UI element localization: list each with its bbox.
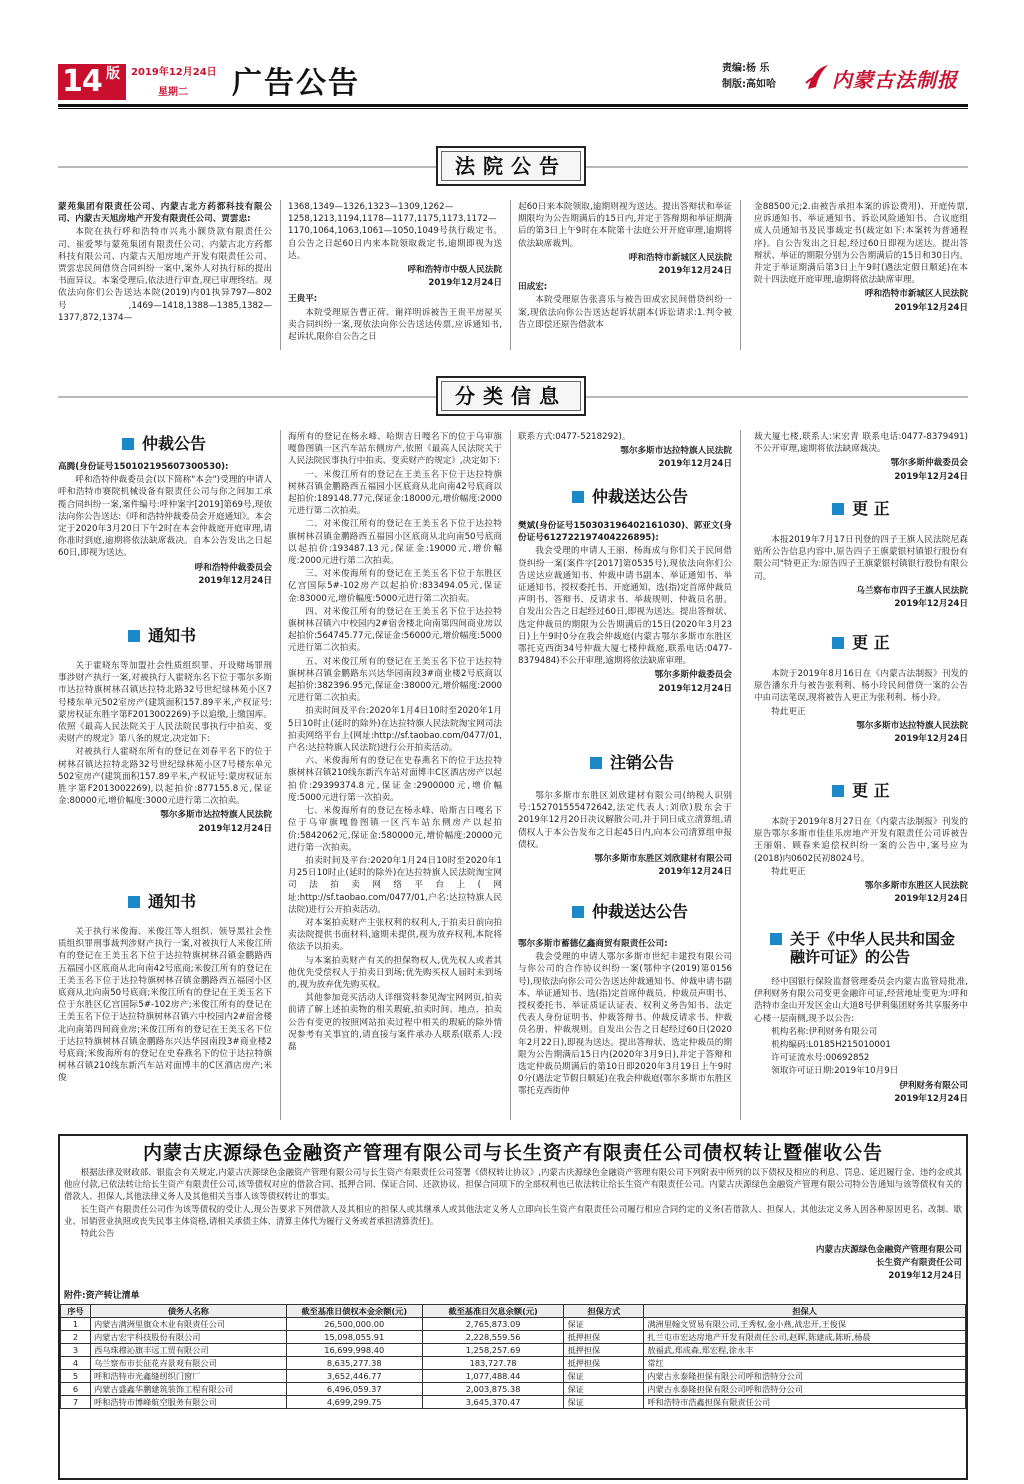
classified-banner-label: 分类信息 xyxy=(441,381,581,411)
masthead-rule xyxy=(58,104,968,107)
table-cell: 呼和浩特市浩鑫担保有限责任公司 xyxy=(644,1396,966,1409)
table-cell: 2,228,559.56 xyxy=(422,1331,564,1344)
financial-license-serial: 许可证流水号:00692852 xyxy=(771,1053,870,1064)
square-marker-icon xyxy=(832,503,844,515)
table-cell: 内蒙古永泰隆担保有限公司呼和浩特分公司 xyxy=(644,1370,966,1383)
table-cell: 183,727.78 xyxy=(422,1357,564,1370)
classified-column-4d xyxy=(754,816,968,906)
asset-transfer-table xyxy=(60,1304,966,1409)
classified-column-1a xyxy=(58,461,272,588)
table-cell: 内蒙古永泰隆担保有限公司呼和浩特分公司 xyxy=(644,1383,966,1396)
table-row xyxy=(61,1357,966,1370)
table-row xyxy=(61,1344,966,1357)
header-guarantee-type: 担保方式 xyxy=(564,1305,644,1318)
table-cell: 4 xyxy=(61,1357,91,1370)
table-cell: 4,699,299.75 xyxy=(286,1396,422,1409)
signature-date: 2019年12月24日 xyxy=(888,1270,962,1281)
debt-transfer-notice-title: 内蒙古庆源绿色金融资产管理有限公司与长生资产有限责任公司债权转让暨催收公告 xyxy=(142,1142,883,1164)
table-cell: 呼和浩特市光鑫缝纫织门窗厂 xyxy=(90,1370,286,1383)
correction-2-date: 2019年12月24日 xyxy=(894,734,968,745)
deregistration-body: 鄂尔多斯市东胜区刘欣建材有限公司(纳税人识别号:152701555472642,法定代表人:刘欣)股东会于2019年12月20日决议解散公司,并于同日成立清算组,请债权人于本公告发布之日起45日内,向本公司清算组申报债权。 xyxy=(518,791,732,850)
table-cell: 2 xyxy=(61,1331,91,1344)
signature-transferee: 长生资产有限责任公司 xyxy=(876,1257,962,1268)
table-row xyxy=(61,1396,966,1409)
court-column-1 xyxy=(58,201,272,325)
square-marker-icon xyxy=(770,933,782,945)
court-column-2 xyxy=(288,201,502,344)
newspaper-logo-icon xyxy=(804,63,830,93)
court-notice-2-body-cont: 起60日来本院领取,逾期则视为送达。提出答辩状和举证期限均为公告期满后的15日内,并定于答辩期和举证期满后的第3日上午9时在本院第十法庭公开开庭审理,逾期将依法缺席裁判。 xyxy=(518,202,732,249)
arbitration-service-2-lead: 鄂尔多斯市蓄德亿鑫商贸有限责任公司: xyxy=(518,939,668,949)
notification-heading-2: 通知书 xyxy=(128,891,196,914)
court-notice-1-signature: 呼和浩特市中级人民法院 xyxy=(407,265,502,276)
classified-column-4c xyxy=(754,668,968,746)
deregistration-heading: 注销公告 xyxy=(590,752,674,775)
classified-column-3b xyxy=(518,520,732,696)
attachment-label: 附件:资产转让清单 xyxy=(64,1291,140,1301)
correction-1-date: 2019年12月24日 xyxy=(894,599,968,610)
table-cell: 1,258,257.69 xyxy=(422,1344,564,1357)
arbitration-service-1-date: 2019年12月24日 xyxy=(658,683,732,694)
arbitration-notice-signature: 呼和浩特仲裁委员会 xyxy=(194,562,272,573)
arbitration-service-1-signature: 鄂尔多斯仲裁委员会 xyxy=(654,670,732,681)
table-cell: 抵押担保 xyxy=(564,1344,644,1357)
table-cell: 敖福武,郑成森,郑宏程,徐永丰 xyxy=(644,1344,966,1357)
deregistration-signature: 鄂尔多斯市东胜区刘欣建材有限公司 xyxy=(594,854,732,865)
table-row xyxy=(61,1370,966,1383)
arbitration-notice-lead: 高腾(身份证号150102195607300530): xyxy=(58,462,229,472)
table-cell: 6,496,059.37 xyxy=(286,1383,422,1396)
notification-2-body-cont: 海所有的登记在杨永峰、哈斯吉日嘎名下的位于乌审旗嘎鲁图镇一区汽车站东侧房产,依照《最高人民法院关于人民法院民事执行中拍卖、变卖财产的规定》,决定如下: xyxy=(288,432,502,467)
classified-banner xyxy=(436,376,586,416)
arbitration-notice-body: 呼和浩特仲裁委员会(以下简称"本会")受理的申请人呼和浩特市赛院机械设备有限责任公司与你之间加工承揽合同纠纷一案,案件编号:呼仲案字[2019]第69号,现依法向你公告送达:《呼和浩特仲裁委员会开庭通知》。本会定于2020年3月20日下午2时在本会仲裁庭开庭审理,请你准时到庭,逾期将依法缺席裁决。自本公告发出之日起60日,即视为送达。 xyxy=(58,475,272,559)
column-divider xyxy=(510,200,511,350)
court-notice-3-date: 2019年12月24日 xyxy=(894,302,968,313)
table-cell: 西乌珠穆沁旗丰远工贸有限公司 xyxy=(90,1344,286,1357)
table-cell: 7 xyxy=(61,1396,91,1409)
auction-item-4: 四、对米俊江所有的登记在王美玉名下位于达拉特旗树林召镇六中校园内2#宿舍楼北向南第四间商业房以起拍价:564745.77元,保证金:56000元,增价幅度:5000元进行第二次拍卖。 xyxy=(288,606,502,654)
table-cell: 16,699,998.40 xyxy=(286,1344,422,1357)
court-notice-banner xyxy=(436,146,586,186)
court-notice-banner-label: 法院公告 xyxy=(441,151,581,181)
arbitration-service-1-body: 我会受理的申请人王丽、杨海成与你们关于民间借贷纠纷一案(案件字[2017]第0535号),现依法向你们公告送达应裁通知书、仲裁申请书副本、举证通知书、举证通知书、授权委托书、开庭通知、选(指)定首席仲裁员声明书、答辩书、反请求书、举裁规则、仲裁员名册。自发出公告之日起经过60日,即视为送达。提出答辩状、选定仲裁员的期限为公告期满后的15日(2020年3月23日)上午9时0分在我会仲裁庭(内蒙古鄂尔多斯市东胜区鄂托克西街34号仲裁大厦七楼仲裁庭,联系电话:0477-8379484)不公开审理,逾期将依法缺席审理。 xyxy=(518,546,732,667)
auction-contact-cont: 联系方式:0477-5218292)。 xyxy=(518,432,631,442)
auction-para-2: 与本案拍卖财产有关的担保物权人,优先权人或者其他优先受偿权人于拍卖日到场;优先购买权人届时未到场的,视为放弃优先购买权。 xyxy=(288,955,502,990)
financial-license-code: 机构编码:L0185H215010001 xyxy=(771,1040,891,1051)
classified-column-3d xyxy=(518,938,732,1099)
header-debtor: 债务人名称 xyxy=(90,1305,286,1318)
producer-credit: 制版:高如哈 xyxy=(722,79,776,90)
correction-3-date: 2019年12月24日 xyxy=(894,894,968,905)
column-divider xyxy=(280,200,281,350)
arbitration-service-1-lead: 樊斌(身份证号150303196402161030)、郭亚文(身份证号612722197404226895): xyxy=(518,521,732,544)
correction-heading-1: 更 正 xyxy=(832,498,890,521)
financial-license-issue-date: 领取许可证日期:2019年10月9日 xyxy=(771,1066,899,1077)
page-number: 14 xyxy=(62,64,102,99)
arbitration-service-2-body-cont: 裁大厦七楼,联系人:宋宏青 联系电话:0477-8379491)不公开审理,逾期将依法缺席裁决。 xyxy=(754,432,968,455)
table-cell: 保证 xyxy=(564,1396,644,1409)
square-marker-icon xyxy=(832,785,844,797)
court-notice-2-lead: 王贵平: xyxy=(288,294,318,305)
court-notice-2-date: 2019年12月24日 xyxy=(658,266,732,277)
table-cell: 3,645,370.47 xyxy=(422,1396,564,1409)
notification-1-body-a: 关于霍晓东等加盟社会性质组织罪、开设赌场罪刑事涉财产执行一案,对被执行人霍晓东名下位于鄂尔多斯市达拉特旗树林召镇达拉特北路32号世纪绿林苑小区7号楼东单元502室房产(建筑面积157.89平米,产权证号:蒙房权证东胜字第F2013002269)予以追缴,上缴国库。依照《最高人民法院关于人民法院民事执行中拍卖、变卖财产的规定》第八条的规定,决定如下: xyxy=(58,661,272,745)
issue-date: 2019年12月24日 xyxy=(131,67,217,78)
table-header-row xyxy=(61,1305,966,1318)
classified-column-1c xyxy=(58,926,272,1086)
table-cell: 内蒙古盛鑫华鹏建筑装饰工程有限公司 xyxy=(90,1383,286,1396)
debt-transfer-signature xyxy=(816,1244,962,1283)
auction-item-2: 二、对米俊江所有的登记在王美玉名下位于达拉特旗树林召镇金鹏路西五福园小区底商从北向南50号底商以起拍价:193487.13元,保证金:19000元,增价幅度:2000元进行第二次拍卖。 xyxy=(288,519,502,567)
table-cell: 扎兰屯市宏达房地产开发有限责任公司,赵晖,陈建成,陈昕,杨晨 xyxy=(644,1331,966,1344)
column-divider xyxy=(510,430,511,1120)
classified-column-2 xyxy=(288,431,502,1054)
column-divider xyxy=(280,430,281,1120)
square-marker-icon xyxy=(128,896,140,908)
auction-item-3: 三、对米俊海所有的登记在王美玉名下位于东胜区亿宫国际5#-102房产以起拍价:833494.05元,保证金:83000元,增价幅度:5000元进行第二次拍卖。 xyxy=(288,569,502,604)
classified-column-3a xyxy=(518,431,732,472)
auction-signature: 鄂尔多斯市达拉特旗人民法院 xyxy=(620,446,732,457)
table-cell: 5 xyxy=(61,1370,91,1383)
correction-heading-2: 更 正 xyxy=(832,632,890,655)
editor-credit: 责编:杨 乐 xyxy=(722,63,770,74)
table-cell: 常红 xyxy=(644,1357,966,1370)
court-notice-1-lead: 蒙苑集团有限责任公司、内蒙古北方药都科技有限公司、内蒙古天旭房地产开发有限责任公司、贾雲忠: xyxy=(58,202,272,225)
masthead-rule-thin xyxy=(58,108,968,109)
table-row xyxy=(61,1383,966,1396)
court-notice-3-body: 本院受理原告张喜乐与被告田成宏民间借贷纠纷一案,现依法向你公告送达起诉状副本(诉讼请求:1.判令被告立即偿还原告借款本 xyxy=(518,295,732,330)
table-cell: 呼和浩特市博峰航空服务有限公司 xyxy=(90,1396,286,1409)
issue-weekday: 星期二 xyxy=(158,87,188,98)
auction-para-3: 其他参加竞买活动人详细资料参见淘宝网网页,拍卖前请了解上述拍卖物的相关瑕疵,拍卖时间、地点、拍卖公告有变更的按照网站拍卖过程中相关的瑕疵的除外情况参考有关事宜的,请直接与案件承办人联系(联系人:段磊 xyxy=(288,993,502,1052)
table-cell: 抵押担保 xyxy=(564,1331,644,1344)
classified-column-4e xyxy=(754,976,968,1106)
square-marker-icon xyxy=(572,491,584,503)
correction-2-signature: 鄂尔多斯市达拉特旗人民法院 xyxy=(856,720,968,731)
auction-item-6: 六、米俊海所有的登记在史春燕名下的位于达拉特旗树林召镇210线东新汽车站对面博丰C区酒店房产以起拍价:29399374.8元,保证金:2900000元,增价幅度:5000元进行第一次拍卖。 xyxy=(288,756,502,803)
notification-1-date: 2019年12月24日 xyxy=(198,823,272,834)
auction-para-1: 对本案拍卖财产主张权利的权利人,于拍卖日前向拍卖法院提供书面材料,逾期未提供,视为放弃权利,本院将依法予以拍卖。 xyxy=(288,917,502,953)
column-divider xyxy=(740,430,741,1120)
header-interest: 截至基准日欠息余额(元) xyxy=(422,1305,564,1318)
newspaper-name: 内蒙古法制报 xyxy=(832,68,958,92)
square-marker-icon xyxy=(572,906,584,918)
deregistration-date: 2019年12月24日 xyxy=(658,867,732,878)
table-cell: 3 xyxy=(61,1344,91,1357)
signature-transferor: 内蒙古庆源绿色金融资产管理有限公司 xyxy=(815,1245,962,1255)
notification-1-body-b: 对被执行人霍晓东所有的登记在刘春平名下的位于树林召镇达拉特北路32号世纪绿林苑小区7号楼东单元502室房产(建筑面积157.89平米,产权证号:蒙房权证东胜字第F2013002269),以起拍价:877155.8元,保证金:80000元,增价幅度:3000元进行第二次拍卖。 xyxy=(58,747,272,807)
financial-license-signature: 伊利财务有限公司 xyxy=(899,1080,968,1091)
correction-2-body: 本院于2019年8月16日在《内蒙古法制报》刊发的原告潘东升与被告张利利、杨小玲民间借贷一案的公告中由司法笔误,现将被告人更正为张利利、杨小玲。 xyxy=(754,669,968,704)
table-cell: 2,765,873.09 xyxy=(422,1318,564,1331)
table-row xyxy=(61,1331,966,1344)
classified-column-4b xyxy=(754,534,968,611)
table-cell: 3,652,446.77 xyxy=(286,1370,422,1383)
court-notice-2-body: 本院受理原告曹正荷、谢祥明诉被告王贵平房屋买卖合同纠纷一案,现依法向你公告送达传票,应诉通知书,起诉状,限你自公告之日 xyxy=(288,307,502,343)
financial-license-body: 经中国银行保险监督管理委员会内蒙古监管局批准,伊利财务有限公司变更金融许可证,经营地址变更为:呼和浩特市金山开发区金山大道8号伊利集团财务共享服务中心楼一层南侧,现予以公告: xyxy=(754,977,968,1024)
court-notice-1-body-cont: 1368,1349—1326,1323—1309,1262—1258,1213,1194,1178—1177,1175,1173,1172—1170,1064,1063,1061—1050,1049号执行裁定书。自公告之日起60日内来本院领取裁定书,逾期即视为送达。 xyxy=(288,202,502,261)
correction-heading-3: 更 正 xyxy=(832,780,890,803)
square-marker-icon xyxy=(590,757,602,769)
debt-transfer-notice-body xyxy=(64,1166,962,1239)
arbitration-service-heading-2: 仲裁送达公告 xyxy=(572,901,688,924)
classified-column-4a xyxy=(754,431,968,484)
page-suffix: 版 xyxy=(106,66,120,82)
column-divider xyxy=(740,200,741,350)
court-notice-2-signature: 呼和浩特市新城区人民法院 xyxy=(628,252,732,263)
court-notice-3-signature: 呼和浩特市新城区人民法院 xyxy=(864,289,968,300)
table-cell: 保证 xyxy=(564,1318,644,1331)
notice-paragraph-1: 根据法律及财政部、银监会有关规定,内蒙古庆源绿色金融资产管理有限公司与长生资产有限责任公司签署《债权转让协议》,内蒙古庆源绿色金融资产管理有限公司下列附表中所列的以下债权及相应的利息、罚息、延迟履行金、违约金或其他应付款,已依法转让给长生资产有限责任公司,该等债权对应的借款合同、抵押合同、保证合同、还款协议、担保合同项下的全部权利也已依法转让给长生资产有限责任公司。内蒙古庆源绿色金融资产管理有限公司特公告通知与该等债权有关的借款人、担保人,其他法律义务人及其他相关当事人该等债权转让的事实。 xyxy=(64,1167,962,1202)
court-column-4 xyxy=(754,201,968,315)
table-cell: 2,003,875.38 xyxy=(422,1383,564,1396)
table-cell: 乌兰察布市长征花卉景观有限公司 xyxy=(90,1357,286,1370)
square-marker-icon xyxy=(122,438,134,450)
table-cell: 保证 xyxy=(564,1370,644,1383)
newspaper-logo xyxy=(804,60,964,96)
table-cell: 1 xyxy=(61,1318,91,1331)
notice-paragraph-2: 长生资产有限责任公司作为该等债权的受让人,现公告要求下列借款人及其相应的担保人或其继承人或其他法定义务人立即向长生资产有限责任公司履行相应合同约定的义务(若借款人、担保人、其他法定义务人因各种原因更名、改制、歇业、吊销营业执照或丧失民事主体资格,请相关承债主体、清算主体代为履行义务或者承担清算责任)。 xyxy=(64,1203,962,1226)
table-cell: 1,077,488.44 xyxy=(422,1370,564,1383)
arbitration-notice-heading: 仲裁公告 xyxy=(122,433,206,456)
correction-1-signature: 乌兰察布市四子王旗人民法院 xyxy=(856,585,968,596)
auction-time-2: 拍卖时间及平台:2020年1月24日10时至2020年1月25日10时止(延时的除外)在达拉特旗人民法院淘宝网司法拍卖网络平台上(网址:http://sf.taobao.com/0477/01,户名:达拉特旗人民法院)进行公开拍卖活动。 xyxy=(288,855,502,915)
table-cell: 8,635,277.38 xyxy=(286,1357,422,1370)
correction-1-body: 本报2019年7月17日刊登的四子王旗人民法院尼森贴所公告信息内容中,原告四子王旗蒙银村镇银行股份有限公司"特更正为:原告四子王旗蒙银村镇银行股份有限公司。 xyxy=(754,535,968,582)
table-cell: 6 xyxy=(61,1383,91,1396)
section-title: 广告公告 xyxy=(232,66,360,101)
table-cell: 保证 xyxy=(564,1383,644,1396)
table-cell: 内蒙古宏宇科技股份有限公司 xyxy=(90,1331,286,1344)
auction-item-5: 五、对米俊江所有的登记在王美玉名下位于达拉特旗树林召镇金鹏路东兴达华园南段3#商业楼2号底商以起拍价:382396.95元,保证金:38000元,增价幅度:2000元进行第二次拍卖。 xyxy=(288,656,502,704)
court-column-3 xyxy=(518,201,732,332)
square-marker-icon xyxy=(832,637,844,649)
header-principal: 截至基准日债权本金余额(元) xyxy=(286,1305,422,1318)
notice-paragraph-3: 特此公告 xyxy=(80,1227,115,1238)
header-index: 序号 xyxy=(61,1305,91,1318)
table-cell: 15,098,055.91 xyxy=(286,1331,422,1344)
classified-column-1b xyxy=(58,660,272,836)
arbitration-service-2-signature: 鄂尔多斯仲裁委员会 xyxy=(890,458,968,469)
square-marker-icon xyxy=(128,630,140,642)
auction-item-1: 一、米俊江所有的登记在王美玉名下位于达拉特旗树林召镇金鹏路西五福园小区底商从北向南42号底商以起拍价:189148.77元,保证金:18000元,增价幅度:2000元进行第二次拍卖。 xyxy=(288,469,502,517)
auction-time-1: 拍卖时间及平台:2020年1月4日10时至2020年1月5日10时止(延时的除外)在达拉特旗人民法院淘宝网司法拍卖网络平台上(网址:http://sf.taobao.com/0477/01,户名:达拉特旗人民法院)进行公开拍卖活动。 xyxy=(288,706,502,754)
court-notice-3-body-cont: 金88500元;2.由被告承担本案的诉讼费用)、开庭传票,应诉通知书、举证通知书、诉讼风险通知书、合议庭组成人员通知书及民事裁定书(裁定如下:本案转为普通程序)。自公告发出之日起,经过60日即视为送达。提出答辩状、举证的期限分别为公告期满后的15日和30日内。并定于举证期满后第3日上午9时(遇法定假日顺延)在本院十四法庭开庭审理,逾期将依法缺席审理。 xyxy=(754,202,968,286)
court-notice-1-body: 本院在执行呼和浩特市兴兆小额贷款有限责任公司、崔爱琴与蒙苑集团有限责任公司、内蒙古北方药都科技有限公司、内蒙古天旭房地产开发有限责任公司、贾雲忠民间借贷合同纠纷一案中,案外人对执行标的提出书面异议。本案受理后,依法进行审查,现已审理终结。现依法向你们公告送达本院(2019)内01执异797—802号,1469—1418,1388—1385,1382—1377,872,1374— xyxy=(58,227,272,323)
table-row xyxy=(61,1318,966,1331)
correction-3-body: 本院于2019年8月27日在《内蒙古法制报》刊发的原告鄂尔多斯市佳佳乐房地产开发有限责任公司诉被告王丽娟、顾春来追偿权纠纷一案的公告中,案号应为(2018)内0602民初8024号。 xyxy=(754,817,968,864)
correction-2-note: 特此更正 xyxy=(771,706,806,717)
correction-3-signature: 鄂尔多斯市东胜区人民法院 xyxy=(864,881,968,892)
auction-item-7: 七、米俊海所有的登记在杨永峰、哈斯吉日嘎名下位于乌审旗嘎鲁图镇一区汽车站东侧房产以起拍价:5842062元,保证金:580000元,增价幅度:20000元进行第一次拍卖。 xyxy=(288,806,502,853)
notification-heading-1: 通知书 xyxy=(128,625,196,648)
financial-license-org: 机构名称:伊利财务有限公司 xyxy=(771,1026,878,1037)
table-cell: 内蒙古满洲里旗众木业有限责任公司 xyxy=(90,1318,286,1331)
court-notice-1-date: 2019年12月24日 xyxy=(428,278,502,289)
notification-1-signature: 鄂尔多斯市达拉特旗人民法院 xyxy=(160,810,272,821)
header-guarantor: 担保人 xyxy=(644,1305,966,1318)
arbitration-notice-date: 2019年12月24日 xyxy=(198,575,272,586)
auction-date: 2019年12月24日 xyxy=(658,459,732,470)
arbitration-service-2-date: 2019年12月24日 xyxy=(894,471,968,482)
table-cell: 26,500,000.00 xyxy=(286,1318,422,1331)
classified-column-3c xyxy=(518,790,732,879)
arbitration-service-heading-1: 仲裁送达公告 xyxy=(572,486,688,509)
notification-2-body: 关于执行米俊海、米俊江等人组织、领导黑社会性质组织罪刑事裁判涉财产执行一案,对被执行人米俊江所有的登记在王美玉名下位于达拉特旗树林召镇金鹏路西五福园小区底商从北向南42号底商;米俊江所有的登记在王美玉名下位于达拉特旗树林召镇金鹏路西五福园小区底商从北向南50号底商;米俊江所有的登记在王美玉名下位于东胜区亿宫国际5#-102房产;米俊江所有的登记在王美玉名下位于达拉特旗树林召镇六中校园内2#宿舍楼北向南第四间商业房;米俊江所有的登记在王美玉名下位于达拉特旗树林召镇金鹏路东兴达华园南段3#商业楼2号底商;米俊海所有的登记在史春燕名下的位于达拉特旗树林召镇210线东新汽车站对面博丰的C区酒店房产;米俊 xyxy=(58,927,272,1084)
financial-license-date: 2019年12月24日 xyxy=(894,1093,968,1104)
table-cell: 抵押担保 xyxy=(564,1357,644,1370)
table-cell: 满洲里翰文贸易有限公司,王秀权,金小燕,战忠开,王俊保 xyxy=(644,1318,966,1331)
page-number-box xyxy=(58,64,126,100)
financial-license-heading: 关于《中华人民共和国金融许可证》的公告 xyxy=(770,930,960,966)
court-notice-3-lead: 田成宏: xyxy=(518,282,548,293)
correction-3-note: 特此更正 xyxy=(771,866,806,877)
arbitration-service-2-body: 我会受理的申请人鄂尔多斯市世纪丰建投有限公司与你公司的合作协议纠纷一案(鄂仲字(2019)第0156号),现依法向你公司公告送达仲裁通知书、仲裁申请书副本、举证通知书、选(指)定首席仲裁员、仲裁员声明书、授权委托书、举证质证认证表、权利义务告知书、法定代表人身份证明书、仲裁答辩书、仲裁反请求书、仲裁员名册、仲裁规则。自发出公告之日起经过60日(2020年2月22日),即视为送达。提出答辩状、选定仲裁员的期限为公告期满后15日内(2020年3月9日),并定于答辩和选定仲裁员期满后的第10日即2020年3月19日上午9时0分(遇法定节假日顺延)在我会仲裁庭(鄂尔多斯市东胜区鄂托克西街仲 xyxy=(518,952,732,1097)
